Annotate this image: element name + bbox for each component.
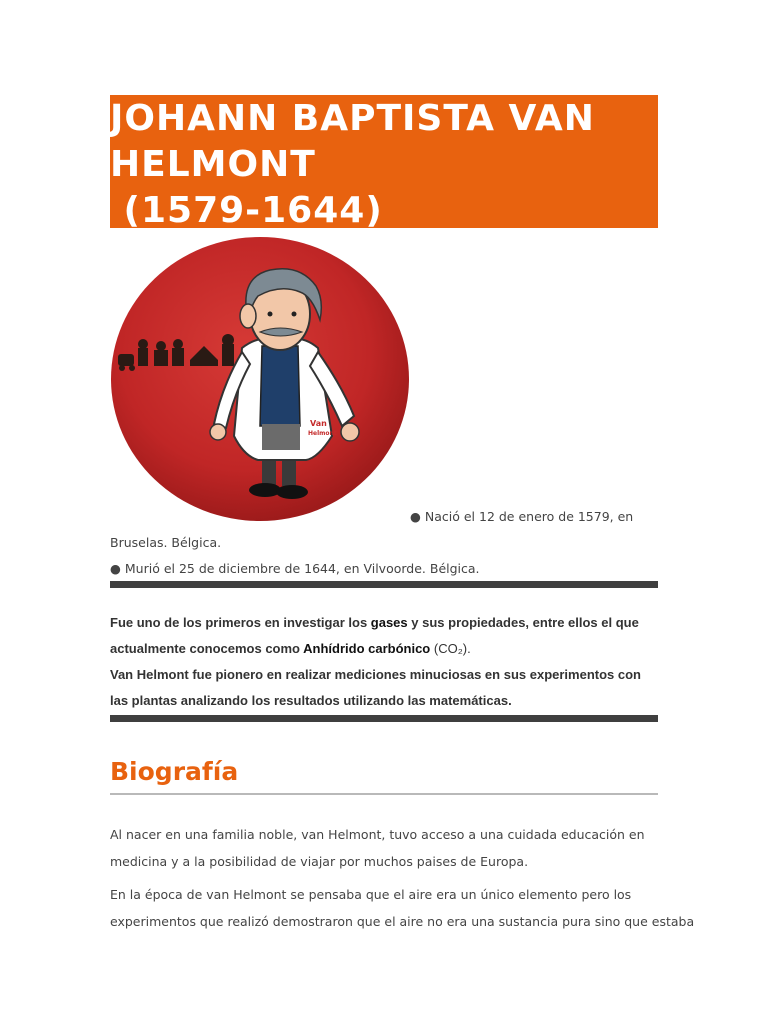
birth-place: Bruselas. Bélgica.: [110, 535, 222, 550]
intro-line-1: [110, 610, 658, 636]
gases-term: gases: [370, 615, 408, 630]
biography-paragraph-1: [110, 821, 670, 875]
title-line-1: JOHANN BAPTISTA VAN: [110, 98, 595, 139]
intro-line-3: Van Helmont fue pionero en realizar mediciones minuciosas en sus experimentos con: [110, 667, 641, 682]
divider-bottom: [110, 715, 658, 722]
intro-line-4: las plantas analizando los resultados utilizando las matemáticas.: [110, 693, 512, 708]
intro-line1-c: y sus propiedades, entre ellos el que: [407, 615, 639, 630]
badge-text-2: Helmont: [308, 430, 337, 437]
biography-paragraph-2: [110, 881, 695, 935]
intro-line-2: [110, 636, 658, 662]
birth-info: ● Nació el 12 de enero de 1579, en: [410, 509, 634, 524]
intro-line2-a: actualmente conocemos como: [110, 641, 304, 656]
co2-formula: (CO₂).: [430, 641, 471, 656]
bio-p1-line-1: Al nacer en una familia noble, van Helmont, tuvo acceso a una cuidada educación en: [110, 827, 645, 842]
divider-top: [110, 581, 658, 588]
title-line-3: (1579-1644): [110, 190, 383, 231]
intro-paragraph: [110, 610, 658, 714]
death-info: ● Murió el 25 de diciembre de 1644, en Vilvoorde. Bélgica.: [110, 561, 480, 576]
anhidrido-term: Anhídrido carbónico: [303, 641, 431, 656]
title-line-2: HELMONT: [110, 144, 316, 185]
section-heading-biografia: Biografía: [110, 757, 239, 786]
van-helmont-portrait-image: [110, 236, 410, 522]
page-title: [110, 95, 658, 231]
heading-underline: [110, 793, 658, 795]
badge-text-1: Van: [310, 419, 327, 428]
bio-p1-line-2: medicina y a la posibilidad de viajar por muchos paises de Europa.: [110, 854, 529, 869]
bio-p2-line-2: experimentos que realizó demostraron que el aire no era una sustancia pura sino que estaba: [110, 914, 695, 929]
bio-p2-line-1: En la época de van Helmont se pensaba que el aire era un único elemento pero los: [110, 887, 632, 902]
intro-line1-a: Fue uno de los primeros en investigar los: [110, 615, 371, 630]
